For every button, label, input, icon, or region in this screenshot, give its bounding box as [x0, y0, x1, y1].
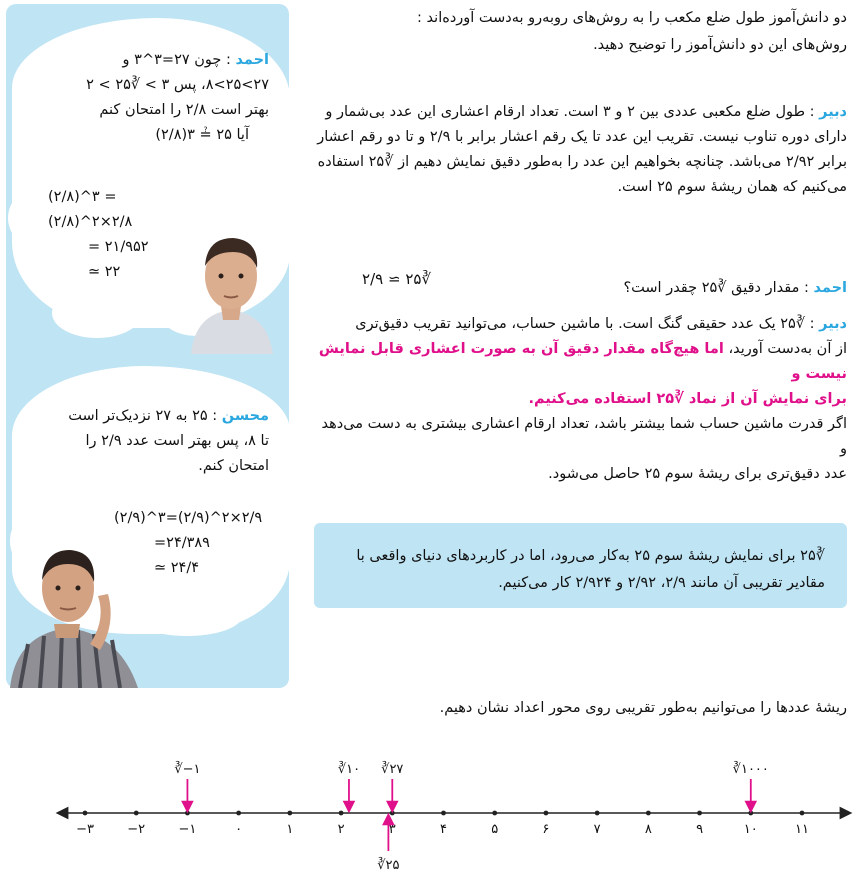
number-line-tick-label: ۱۰ [743, 822, 758, 837]
number-line-tick-label: ۳ [388, 822, 396, 837]
teacher-answer-line-2-highlight: اما هیچ‌گاه مقدار دقیق آن به صورت اعشاری قابل نمایش نیست و [318, 341, 847, 382]
number-line-tick [697, 811, 702, 816]
teacher-answer-line-3-highlight: برای نمایش آن از نماد ∛۲۵ استفاده می‌کنیم. [528, 391, 847, 407]
ahmad-calculation [48, 185, 198, 285]
number-line-tick-label: ۲ [337, 822, 345, 837]
ahmad-question: احمد : مقدار دقیق ∛۲۵ چقدر است؟ [623, 280, 847, 296]
info-box [314, 523, 847, 608]
teacher-answer-line-1: ∛۲۵ یک عدد حقیقی گنگ است. با ماشین حساب، می‌توانید تقریب دقیق‌تری [355, 316, 806, 332]
number-line-tick-label: −۳ [76, 822, 94, 837]
info-box-line-2: مقادیر تقریبی آن مانند ۲/۹، ۲/۹۲ و ۲/۹۲۴ کار می‌کنیم. [498, 575, 825, 591]
teacher-line-1: طول ضلع مکعبی عددی بین ۲ و ۳ است. تعداد ارقام اعشاری این عدد بی‌شمار و [325, 104, 806, 120]
mohsen-bubble-speaker: محسن [221, 408, 269, 424]
number-line-marker-label: ∛−۱ [174, 762, 201, 777]
teacher-line-2: دارای دوره تناوب نیست. تقریب این عدد تا یک رقم اعشار برابر با ۲/۹ و تا دو رقم اعشار [317, 129, 847, 145]
number-line-tick-label: ۶ [542, 822, 550, 837]
intro-line-2: روش‌های این دو دانش‌آموز را توضیح دهید. [593, 37, 847, 53]
mohsen-bubble-line-4: (۲/۹)^۳=(۲/۹)^۲×۲/۹ [114, 510, 263, 526]
teacher-line-4: می‌کنیم که همان ریشهٔ سوم ۲۵ است. [617, 179, 847, 195]
student-methods-panel [6, 4, 289, 688]
number-line-tick [748, 811, 753, 816]
teacher-answer-line-5: عدد دقیق‌تری برای ریشهٔ سوم ۲۵ حاصل می‌شود. [548, 466, 847, 482]
ahmad-bubble-line-3: بهتر است ۲/۸ را امتحان کنم [99, 102, 269, 118]
number-line-tick-label: ۴ [440, 822, 447, 837]
number-line-marker-label: ∛۲۵ [377, 858, 400, 873]
teacher-line-3: برابر ۲/۹۲ می‌باشد. چنانچه بخواهیم این عدد را به‌طور دقیق نمایش دهیم از ∛۲۵ استفاده [317, 154, 847, 170]
teacher-paragraph: دبیر : طول ضلع مکعبی عددی بین ۲ و ۳ است. تعداد ارقام اعشاری این عدد بی‌شمار و دارای دوره تناوب نیست. تقریب این عدد تا یک رقم اعشار برابر با ۲/۹ و تا دو رقم اعشار برابر ۲/۹۲ می‌باشد. چنانچه بخواهیم این عدد را به‌طور دقیق نمایش دهیم از ∛۲۵ استفاده می‌کنیم که همان ریشهٔ سوم ۲۵ است. [317, 100, 847, 200]
number-line-tick [287, 811, 292, 816]
number-line-tick [83, 811, 88, 816]
mohsen-boy-illustration [8, 524, 148, 688]
number-line-caption: ریشهٔ عددها را می‌توانیم به‌طور تقریبی روی محور اعداد نشان دهیم. [439, 700, 847, 716]
number-line-tick [646, 811, 651, 816]
number-line-marker-label: ∛۱۰۰۰ [732, 762, 769, 777]
ahmad-bubble-line-7: ≃ ۲۲ [88, 264, 121, 280]
intro-line-1: دو دانش‌آموز طول ضلع مکعب را به روش‌های روبه‌رو به‌دست آورده‌اند : [417, 10, 847, 26]
mohsen-bubble-line-2: تا ۸، پس بهتر است عدد ۲/۹ را [85, 433, 269, 449]
number-line-tick-label: ۹ [696, 822, 704, 837]
teacher-answer: دبیر : ∛۲۵ یک عدد حقیقی گنگ است. با ماشین حساب، می‌توانید تقریب دقیق‌تری از آن به‌دست آورید، اما هیچ‌گاه مقدار دقیق آن به صورت اعشاری قابل نمایش نیست و برای نمایش آن از نماد ∛۲۵ استفاده می‌کنیم. اگر قدرت ماشین حساب شما بیشتر باشد، تعداد ارقام اعشاری بیشتری به دست می‌دهد و عدد دقیق‌تری برای ریشهٔ سوم ۲۵ حاصل می‌شود. [317, 312, 847, 487]
ahmad-bubble: احمد : چون ۲۷=۳^۳ و ۲۷>۲۵>۸، پس ۳ > ∛۲۵ > ۲ بهتر است ۲/۸ را امتحان کنم آیا ۲۵ ≟ ۳(۲/۸) [19, 48, 269, 148]
ahmad-bubble-line-5: (۲/۸)^۳ =(۲/۸)^۲×۲/۸ [48, 189, 133, 230]
number-line-tick-label: ۱۱ [795, 822, 809, 837]
number-line-marker-label: ∛۲۷ [381, 762, 404, 777]
ahmad-bubble-line-6: = ۲۱/۹۵۲ [88, 239, 149, 255]
number-line-tick [236, 811, 241, 816]
number-line-tick-label: −۱ [178, 822, 197, 837]
number-line-tick [544, 811, 549, 816]
number-line-tick [185, 811, 190, 816]
ahmad-bubble-line-2: ۲۷>۲۵>۸، پس ۳ > ∛۲۵ > ۲ [86, 77, 269, 93]
number-line-tick-label: ۵ [491, 822, 499, 837]
teacher-answer-line-2-plain: از آن به‌دست آورید، [728, 341, 847, 357]
number-line-tick [134, 811, 139, 816]
mohsen-bubble-line-5: =۲۴/۳۸۹ [154, 535, 210, 551]
number-line-tick [492, 811, 497, 816]
number-line-tick-label: ۱ [286, 822, 294, 837]
number-line-tick [339, 811, 344, 816]
number-line-tick-label: ۷ [593, 822, 601, 837]
ahmad-bubble-line-4: آیا ۲۵ ≟ ۳(۲/۸) [155, 127, 249, 143]
info-box-line-1: ∛۲۵ برای نمایش ریشهٔ سوم ۲۵ به‌کار می‌رود، اما در کاربردهای دنیای واقعی با [356, 548, 825, 564]
mohsen-bubble-line-1: ۲۵ به ۲۷ نزدیک‌تر است [68, 408, 208, 424]
number-line-marker-label: ∛۱۰ [337, 762, 361, 777]
approx-formula: ∛۲۵ ≃ ۲/۹ [362, 270, 431, 288]
number-line [0, 740, 861, 877]
ahmad-bubble-line-1: چون ۲۷=۳^۳ و [122, 52, 222, 68]
number-line-tick [441, 811, 446, 816]
teacher-speaker: دبیر [819, 104, 847, 120]
ahmad-question-text: مقدار دقیق ∛۲۵ چقدر است؟ [623, 280, 800, 296]
number-line-tick [595, 811, 600, 816]
ahmad-bubble-speaker: احمد [235, 52, 269, 68]
mohsen-bubble: محسن : ۲۵ به ۲۷ نزدیک‌تر است تا ۸، پس بهتر است عدد ۲/۹ را امتحان کنم. [14, 404, 269, 479]
teacher-answer-speaker: دبیر [819, 316, 847, 332]
mohsen-bubble-line-3: امتحان کنم. [198, 458, 269, 474]
ahmad-speaker: احمد [813, 280, 847, 296]
number-line-tick [390, 811, 395, 816]
mohsen-bubble-line-6: ≃ ۲۴/۴ [154, 560, 200, 576]
number-line-tick [800, 811, 805, 816]
number-line-tick-label: −۲ [127, 822, 146, 837]
number-line-tick-label: ۸ [644, 822, 652, 837]
ahmad-boy-illustration [181, 214, 281, 354]
teacher-answer-line-4: اگر قدرت ماشین حساب شما بیشتر باشد، تعداد ارقام اعشاری بیشتری به دست می‌دهد و [321, 416, 847, 457]
number-line-tick-label: ۰ [235, 822, 243, 837]
